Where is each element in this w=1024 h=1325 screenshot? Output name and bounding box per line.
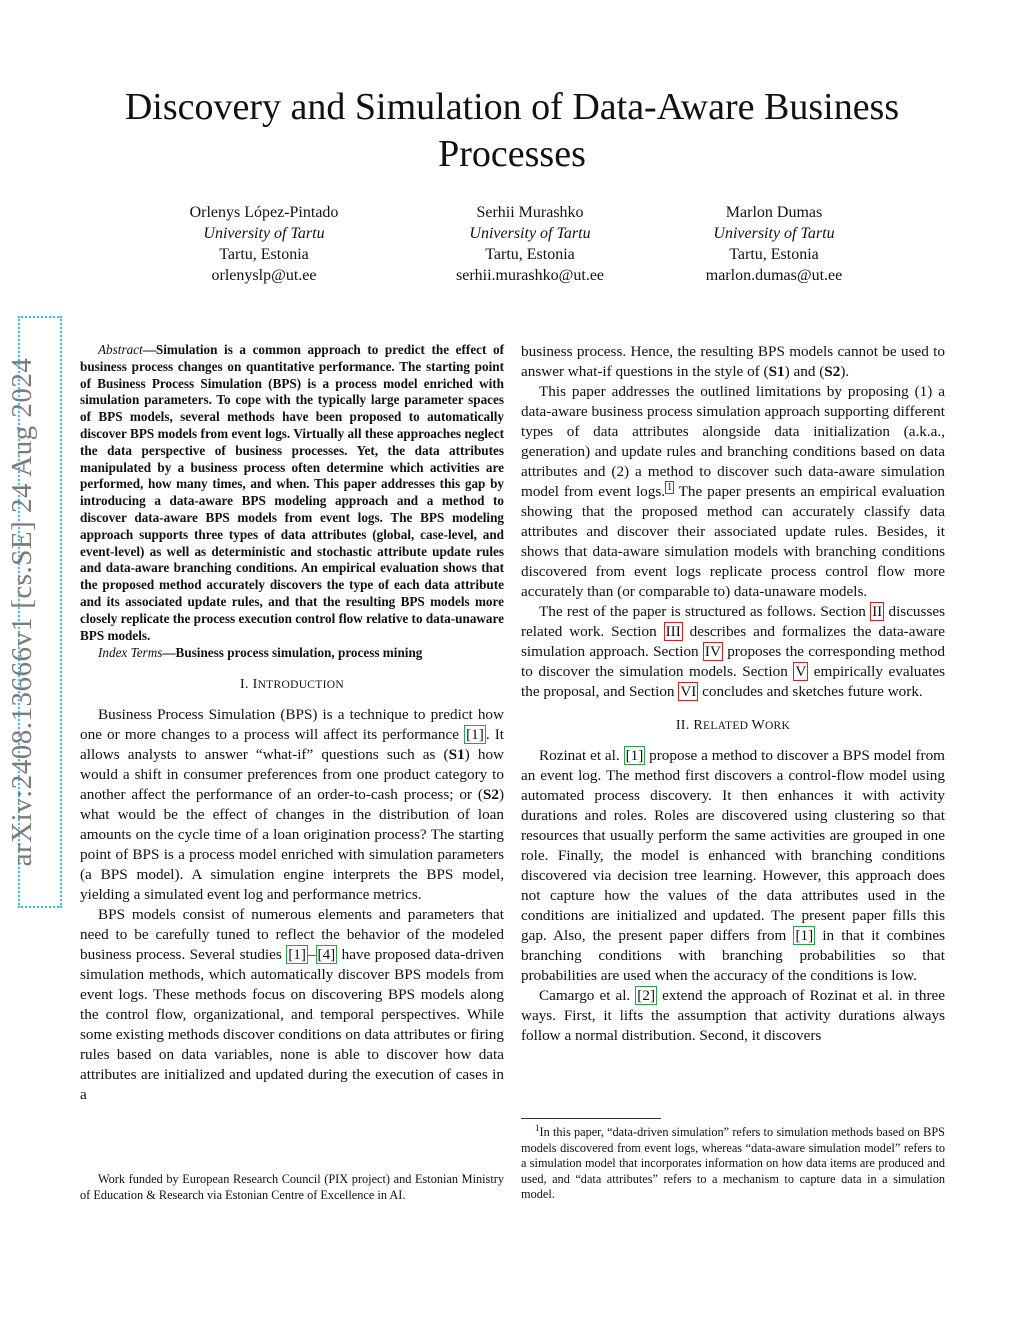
citation-link[interactable]: [1]: [466, 726, 484, 744]
citation-link[interactable]: [1]: [288, 946, 306, 964]
arxiv-identifier: arXiv:2408.13666v1 [cs.SE] 24 Aug 2024: [6, 357, 38, 867]
author-email[interactable]: serhii.murashko@ut.ee: [455, 267, 605, 284]
abstract: [80, 342, 504, 644]
left-column: [80, 342, 504, 1105]
right-column: [521, 342, 945, 1046]
footnote: [521, 1118, 945, 1203]
footnote-rule: [521, 1118, 661, 1119]
section-link[interactable]: VI: [680, 683, 697, 700]
author-block: [654, 202, 894, 286]
intro-paragraph: Business Process Simulation (BPS) is a technique to predict how one or more changes to a process will affect its performance [1] . It allows analysts to answer “what-if” questions such as (S1) how would a shift in consumer preferences from one product category to another affect the performance of an order-to-cash process; or (S2) what would be the effect of changes in the distribution of loan amounts on the cycle time of a loan origination process? The starting point of BPS is a process model enriched with simulation parameters (a BPS model). A simulation engine interprets the BPS model, yielding a simulated event log and performance metrics.: [80, 706, 505, 904]
author-affiliation: University of Tartu: [713, 225, 835, 242]
funding-footnote: Work funded by European Research Council (PIX project) and Estonian Ministry of Education & Research via Estonian Centre of Excellence in AI.: [80, 1172, 504, 1202]
footnote-link[interactable]: 1: [667, 481, 673, 493]
author-affiliation: University of Tartu: [203, 225, 325, 242]
author-location: Tartu, Estonia: [485, 246, 575, 263]
intro-paragraph: The rest of the paper is structured as follows. Section II discusses related work. Section III describes and formalizes the data-aware simulation approach. Section IV proposes the corresponding method to discover the simulation models. Section V empirically evaluates the proposal, and Section VI concludes and sketches future work.: [521, 603, 946, 700]
section-link[interactable]: III: [665, 623, 681, 640]
footnote-text: $^1$In this paper, “data-driven simulation” refers to simulation methods based on BPS models discovered from event logs, whereas “data-aware simulation model” refers to a simulation model that incorporates information on how data items are produced and used, and “data attributes” refers to a mechanism to capture data in a simulation model.: [521, 1122, 945, 1201]
abstract-label: Abstract: [98, 342, 143, 357]
author-location: Tartu, Estonia: [729, 246, 819, 263]
paper-title: Discovery and Simulation of Data-Aware Business Processes: [124, 86, 900, 175]
abstract-text: —Simulation is a common approach to predict the effect of business process changes on quantitative performance. The starting point of Business Process Simulation (BPS) is a process model enriched with simulation parameters. To cope with the typically large parameter spaces of BPS models, several methods have been proposed to automatically discover BPS models from event logs. Virtually all these approaches neglect the data perspective of business processes. Yet, the data attributes manipulated by a business process often determine which activities are performed, how many times, and when. This paper addresses this gap by introducing a data-aware BPS modeling approach and a method to discover data-aware BPS models from event logs. The BPS modeling approach supports three types of data attributes (global, case-level, and event-level) as well as deterministic and stochastic attribute update rules and data-aware branching conditions. An empirical evaluation shows that the proposed method accurately discovers the type of each data attribute and its associated update rules, and that the resulting BPS models more closely replicate the process execution control flow relative to data-unaware BPS models.: [80, 342, 504, 643]
section-heading-introduction: I. INTRODUCTION: [240, 677, 344, 693]
related-paragraph: Camargo et al. [2] extend the approach of Rozinat et al. in three ways. First, it lifts the assumption that activity durations always follow a normal distribution. Second, it discovers: [521, 987, 945, 1044]
author-location: Tartu, Estonia: [219, 246, 309, 263]
intro-paragraph: BPS models consist of numerous elements and parameters that need to be carefully tuned to reflect the behavior of the modeled business process. Several studies [1] – [4] have proposed data-driven simulation methods, which automatically discover BPS models from event logs. These methods focus on discovering BPS models along the control flow, organizational, and temporal perspectives. While some existing methods discover conditions on data attributes or firing rules based on data variables, none is able to discover how data attributes are initialized and updated during the execution of cases in a: [80, 906, 505, 1104]
author-block: [144, 202, 384, 286]
related-paragraph: Rozinat et al. [1] propose a method to discover a BPS model from an event log. The method first discovers a control-flow model using automated process discovery. It then enhances it with activity durations and roles. Roles are discovered using clustering so that resources that usually perform the same activities are grouped in one role. Finally, the model is enhanced with branching conditions discovered via decision tree learning. However, this approach does not capture how the values of the data attributes used in the conditions are initialized and updated. The present paper fills this gap. Also, the present paper differs from [1] in that it combines branching conditions with branching probabilities so that probabilities are used when the accuracy of the conditions is low.: [521, 747, 946, 984]
author-email[interactable]: marlon.dumas@ut.ee: [705, 267, 843, 284]
citation-link[interactable]: [4]: [317, 946, 336, 964]
author-name: Orlenys López-Pintado: [189, 204, 339, 221]
author-email[interactable]: orlenyslp@ut.ee: [211, 267, 317, 284]
section-link[interactable]: V: [795, 663, 807, 680]
citation-link[interactable]: [2]: [637, 987, 656, 1004]
section-link[interactable]: IV: [704, 643, 721, 660]
author-block: [410, 202, 650, 286]
intro-paragraph: This paper addresses the outlined limitations by proposing (1) a data-aware business process simulation approach supporting different types of data attributes alongside data initialization (a.k.a., generation) and update rules and branching conditions based on data attributes and (2) a method to discover such data-aware simulation model from event logs. $^1$ The paper presents an empirical evaluation showing that the proposed method can accurately classify data attributes and discover their associated update rules. Besides, it shows that data-aware simulation models with branching conditions discovered from event logs replicate process control flow more accurately than (or comparable to) data-unaware models.: [521, 383, 945, 600]
index-terms-label: Index Terms: [98, 645, 163, 661]
index-terms-text: —Business process simulation, process mining: [162, 645, 423, 661]
author-name: Serhii Murashko: [476, 204, 584, 221]
citation-link[interactable]: [1]: [625, 747, 644, 764]
section-heading-related-work: II. RELATED WORK: [675, 718, 791, 733]
author-affiliation: University of Tartu: [469, 225, 591, 242]
intro-paragraph: business process. Hence, the resulting BPS models cannot be used to answer what-if questions in the style of (S1) and (S2).: [521, 343, 945, 380]
author-name: Marlon Dumas: [725, 204, 823, 221]
index-terms: [80, 644, 504, 661]
citation-link[interactable]: [1]: [795, 927, 814, 944]
section-link[interactable]: II: [872, 603, 883, 620]
